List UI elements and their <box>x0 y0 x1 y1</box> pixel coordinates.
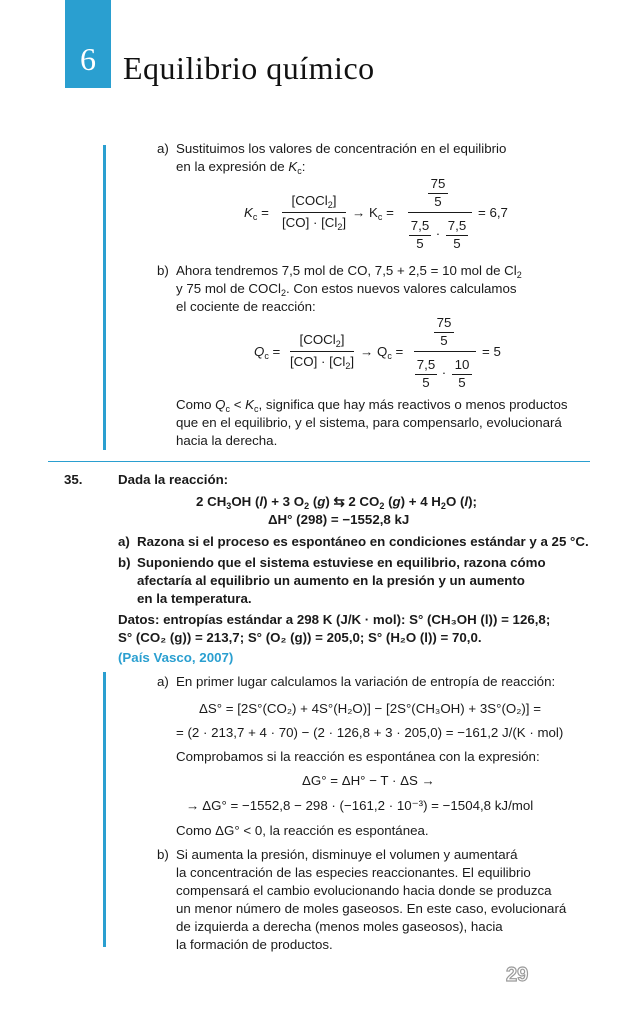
kc-75b: 7,5 <box>447 218 467 233</box>
part-a-line2: en la expresión de $K_c$: <box>176 159 306 176</box>
margin-bar-top <box>103 145 106 450</box>
data-line2: S° (CO₂ (g)) = 213,7; S° (O₂ (g)) = 205,0; S° (H₂O (l)) = 70,0. <box>118 630 482 645</box>
problem-number: 35. <box>64 472 83 487</box>
section-divider <box>48 461 590 462</box>
kc-5b: 5 <box>453 236 461 251</box>
chapter-number-tab: 6 <box>65 0 111 88</box>
gibbs-eq-1: ΔG° = ΔH° − T · ΔS → <box>302 773 435 788</box>
kc-result: = 6,7 <box>478 205 508 220</box>
part-b-line2: y 75 mol de COCl$_2$. Con estos nuevos valores calculamos <box>176 281 517 298</box>
check-text: Comprobamos si la reacción es espontánea con la expresión: <box>176 749 540 764</box>
reaction-equation: 2 $CH_3OH$ (l) + 3 $O_2$ (g) ⇆ 2 $CO_2$ (g) + 4 $H_2O$ (l); <box>196 494 477 511</box>
qc-numerator: [COCl$_2$] <box>299 332 345 349</box>
part-b-label: b) <box>157 263 169 278</box>
kc-5a: 5 <box>416 236 424 251</box>
kc-dot: · <box>435 226 441 241</box>
solution-b-line2: la concentración de las especies reaccionantes. El equilibrio <box>176 865 531 880</box>
data-line1: Datos: entropías estándar a 298 K (J/K · mol): S° (CH₃OH (l)) = 126,8; <box>118 612 551 627</box>
solution-b-label: b) <box>157 847 169 862</box>
kc-fraction-line <box>282 212 346 213</box>
entropy-eq-2: = (2 · 213,7 + 4 · 70) − (2 · 126,8 + 3 · 205,0) = −161,2 J/(K · mol) <box>176 725 564 740</box>
kc-numerator: [COCl$_2$] <box>291 193 337 210</box>
qc-5b: 5 <box>458 375 466 390</box>
page-number: 29 <box>506 964 529 986</box>
qc-dot: · <box>441 365 447 380</box>
qc-5a: 5 <box>422 375 430 390</box>
qc-fraction-line <box>290 351 354 352</box>
entropy-eq-1: ΔS° = [2S°(CO₂) + 4S°(H₂O)] − [2S°(CH₃OH) + 3S°(O₂)] = <box>199 701 541 716</box>
question-b-line1: Suponiendo que el sistema estuviese en equilibrio, razona cómo <box>137 555 546 570</box>
solution-a-label: a) <box>157 674 169 689</box>
question-a: Razona si el proceso es espontáneo en condiciones estándar y a 25 °C. <box>137 534 589 549</box>
problem-intro: Dada la reacción: <box>118 472 229 487</box>
kc-lhs: $K_c$ = <box>244 205 269 222</box>
enthalpy-value: ΔH° (298) = −1552,8 kJ <box>268 512 410 527</box>
qc-75a: 7,5 <box>416 357 436 372</box>
part-a-label: a) <box>157 141 169 156</box>
question-b-line3: en la temperatura. <box>137 591 252 606</box>
margin-bar-bottom <box>103 672 106 947</box>
kc-denominator: $[CO] \cdot [Cl_2]$ <box>281 215 347 232</box>
qc-denominator: $[CO] \cdot [Cl_2]$ <box>289 354 355 371</box>
question-a-label: a) <box>118 534 130 549</box>
gibbs-eq-2: → ΔG° = −1552,8 − 298 · (−161,2 · 10⁻³) = −1504,8 kJ/mol <box>186 798 534 813</box>
qc-5: 5 <box>440 333 448 348</box>
kc-75: 75 <box>430 176 446 191</box>
solution-b-line4: un menor número de moles gaseosos. En este caso, evolucionará <box>176 901 567 916</box>
qc-arrow: → $Q_c$ = <box>360 344 404 361</box>
kc-5: 5 <box>434 194 442 209</box>
part-b-conclusion-2: que en el equilibrio, y el sistema, para compensarlo, evolucionará <box>176 415 562 430</box>
kc-main-line <box>408 212 472 213</box>
qc-10: 10 <box>454 357 470 372</box>
kc-arrow: → $K_c$ = <box>352 205 394 222</box>
chapter-title: Equilibrio químico <box>123 50 375 86</box>
solution-b-line1: Si aumenta la presión, disminuye el volumen y aumentará <box>176 847 518 862</box>
solution-a-line1: En primer lugar calculamos la variación de entropía de reacción: <box>176 674 556 689</box>
solution-b-line5: de izquierda a derecha (menos moles gaseosos), hacia <box>176 919 503 934</box>
source: (País Vasco, 2007) <box>118 650 234 665</box>
gibbs-conclusion: Como ΔG° < 0, la reacción es espontánea. <box>176 823 429 838</box>
kc-75a: 7,5 <box>410 218 430 233</box>
part-b-conclusion-3: hacia la derecha. <box>176 433 278 448</box>
qc-result: = 5 <box>482 344 501 359</box>
part-b-line3: el cociente de reacción: <box>176 299 316 314</box>
qc-lhs: $Q_c$ = <box>254 344 281 361</box>
solution-b-line3: compensará el cambio evolucionando hacia donde se produzca <box>176 883 552 898</box>
question-b-line2: afectaría al equilibrio un aumento en la presión y un aumento <box>137 573 525 588</box>
solution-b-line6: la formación de productos. <box>176 937 333 952</box>
question-b-label: b) <box>118 555 131 570</box>
part-b-conclusion-1: Como $Q_c < K_c$, significa que hay más reactivos o menos productos <box>176 397 568 414</box>
qc-75: 75 <box>436 315 452 330</box>
qc-main-line <box>414 351 476 352</box>
part-b-line1: Ahora tendremos 7,5 mol de CO, 7,5 + 2,5 = 10 mol de $Cl_2$ <box>176 263 522 280</box>
part-a-line1: Sustituimos los valores de concentración en el equilibrio <box>176 141 507 156</box>
